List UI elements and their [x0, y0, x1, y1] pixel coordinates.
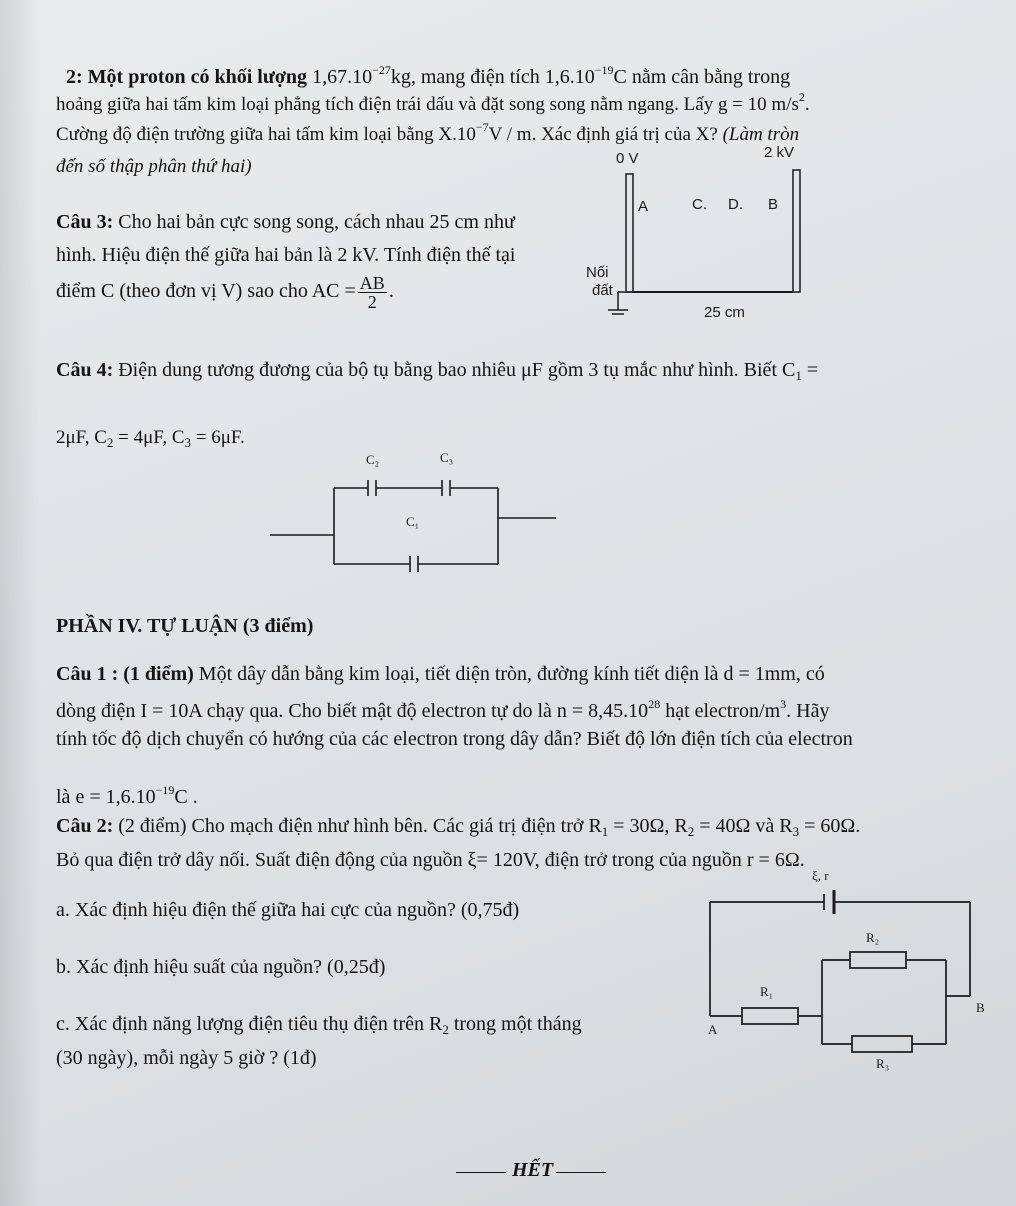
footer-rule-left [456, 1172, 506, 1173]
q2-field-exp: −7 [475, 120, 489, 134]
right-plate [793, 170, 800, 292]
q2-charge-value: 1,6.10 [544, 66, 595, 88]
e1-diameter: d = 1mm [723, 663, 796, 685]
e1-text: chạy qua. Cho biết mật độ electron tự do là [201, 700, 557, 722]
e1-text: , có [795, 663, 825, 685]
e2-part-b: b. Xác định hiệu suất của nguồn? (0,25đ) [56, 956, 386, 978]
e2-r: R [588, 815, 602, 837]
q2-text: 2: Một proton có khối lượng [66, 66, 313, 88]
q2-text: . [804, 94, 810, 115]
ground-label-2: đất [592, 282, 613, 299]
q2-mass-exp: −27 [372, 63, 391, 77]
q4-text: Điện dung tương đương của bộ tụ bằng bao nhiêu μF gồm 3 tụ mắc như hình. Biết [113, 359, 782, 381]
e2-sub: 1 [601, 824, 609, 839]
label-r1: R₁ [760, 984, 774, 999]
label-c2: C₂ [366, 452, 380, 467]
e2-r-values: = 60Ω. [799, 815, 861, 837]
q2-text: C nằm cân bằng trong [613, 66, 791, 88]
label-node-a: A [708, 1022, 718, 1037]
e1-text: C . [174, 786, 198, 808]
q3-line-3 [56, 273, 394, 312]
footer-end: HẾT [512, 1159, 554, 1181]
q2-mass-value: 1,67.10 [312, 66, 373, 88]
e1-label: Câu 1 : [56, 663, 119, 685]
q3-line-2: hình. Hiệu điện thế giữa hai bản là 2 kV. Tính điện thế tại [56, 244, 516, 266]
label-c3: C₃ [440, 450, 454, 465]
q4-sub: 2 [106, 435, 114, 450]
e1-line-1 [56, 662, 825, 686]
e1-unit-exp: 3 [780, 697, 787, 711]
section-title: PHẦN IV. TỰ LUẬN (3 điểm) [56, 615, 314, 637]
q4-c1: C [782, 359, 796, 381]
point-c: C. [692, 196, 707, 213]
e1-text: . Hãy [786, 700, 830, 722]
plate-distance: 25 cm [704, 304, 745, 321]
r3-resistor [852, 1036, 912, 1052]
q3-fraction-num: AB [359, 273, 385, 293]
r2-resistor [850, 952, 906, 968]
label-r3: R₃ [876, 1056, 890, 1071]
e2-text: c. Xác định năng lượng điện tiêu thụ điện trên R [56, 1013, 443, 1035]
q2-text: . Xác định giá trị của X? [531, 124, 723, 145]
e1-line-4 [56, 778, 198, 809]
e2-circuit-figure [700, 866, 1000, 1082]
q4-line-2 [56, 426, 245, 455]
q2-text: hoảng giữa hai tấm kim loại phẳng tích điện trái dấu và đặt song song nằm ngang. Lấy [56, 94, 718, 115]
e2-part-c-line-2: (30 ngày), mỗi ngày 5 giờ ? (1đ) [56, 1047, 317, 1069]
e2-text: Bỏ qua điện trở dây nối. Suất điện động của nguồn [56, 849, 468, 871]
capacitor-circuit [270, 448, 560, 578]
q2-text: kg, mang điện tích [390, 66, 545, 88]
q3-plates-figure [586, 144, 820, 328]
q2-charge-exp: −19 [594, 63, 614, 77]
e1-line-3: tính tốc độ dịch chuyển có hướng của các electron trong dây dẫn? Biết độ lớn điện tích của electron [56, 728, 853, 750]
label-source: ξ, r [812, 868, 829, 883]
e1-text: Một dây dẫn bằng kim loại, tiết diện tròn, đường kính tiết diện là [193, 663, 724, 685]
left-plate [626, 174, 633, 292]
q2-line-3 [56, 115, 799, 147]
q4-text: = [801, 359, 819, 381]
e2-label: Câu 2: [56, 815, 114, 837]
e1-text: dòng điện [56, 700, 141, 722]
q4-capacitor-figure [270, 448, 560, 578]
q3-text: . [388, 280, 394, 303]
q4-values: = 4μF, C [113, 427, 185, 448]
e2-part-c-line-1 [56, 1012, 582, 1042]
label-node-b: B [976, 1000, 985, 1015]
e1-charge: e = 1,6.10 [75, 786, 156, 808]
q2-line-2 [56, 85, 810, 117]
e1-charge-exp: −19 [155, 783, 175, 797]
page-edge-shadow [0, 0, 40, 1206]
point-a: A [638, 198, 649, 215]
q2-rounding-note: (Làm tròn [722, 124, 800, 145]
q4-values: 2μF, C [56, 427, 107, 448]
point-d: D. [728, 196, 743, 213]
q4-label: Câu 4: [56, 359, 114, 381]
e1-points: (1 điểm) [118, 663, 194, 685]
e2-sub: 2 [442, 1022, 449, 1037]
q3-fraction [358, 274, 387, 311]
e2-sub: 2 [687, 824, 695, 839]
q4-sub: 3 [184, 435, 192, 450]
e1-line-1-right [56, 633, 421, 657]
q2-field-unit: V / m [488, 124, 532, 145]
q2-line-4: đến số thập phân thứ hai) [56, 156, 252, 177]
e2-r-values: = 40Ω và R [694, 815, 793, 837]
e2-line-2 [56, 848, 805, 872]
label-two-kv: 2 kV [764, 144, 795, 161]
e2-text: , điện trở trong của nguồn [534, 849, 747, 871]
q2-field-value: X.10 [438, 124, 476, 145]
e1-current: I = 10A [140, 700, 202, 722]
q2-gravity: g = 10 m/s [717, 94, 799, 115]
q3-fraction-den: 2 [367, 292, 377, 312]
e2-text: (2 điểm) Cho mạch điện như hình bên. Các giá trị điện trở [113, 815, 589, 837]
e2-emf: ξ= 120V [467, 849, 535, 871]
q2-text: Cường độ điện trường giữa hai tấm kim loại bằng [56, 124, 439, 145]
q4-values: = 6μF. [191, 427, 245, 448]
e1-text: là [56, 786, 76, 808]
e1-density-exp: 28 [648, 697, 661, 711]
q3-line-1 [56, 210, 515, 234]
label-c1: C₁ [406, 514, 420, 529]
ground-label-1: Nối [586, 264, 609, 281]
e2-r-values: = 30Ω, R [608, 815, 688, 837]
resistor-circuit [700, 866, 1000, 1082]
label-zero-volt: 0 V [616, 150, 639, 167]
q3-label: Câu 3: [56, 211, 114, 233]
plates-diagram [588, 148, 820, 328]
e2-part-a: a. Xác định hiệu điện thế giữa hai cực của nguồn? (0,75đ) [56, 899, 520, 921]
label-r2: R₂ [866, 930, 880, 945]
e2-internal-r: r = 6Ω. [746, 849, 805, 871]
r1-resistor [742, 1008, 798, 1024]
e2-sub: 3 [792, 824, 800, 839]
q3-text: Cho hai bản cực song song, cách nhau 25 cm như [113, 211, 515, 233]
q3-text: điểm C (theo đơn vị V) sao cho [56, 280, 312, 303]
q3-ac: AC = [311, 280, 356, 303]
q2-gravity-exp: 2 [798, 90, 805, 104]
footer-rule-right [556, 1172, 606, 1173]
e1-text: hạt electron/m [660, 700, 781, 722]
e2-text: trong một tháng [448, 1013, 582, 1035]
e1-line-2 [56, 692, 829, 723]
q4-c1-sub: 1 [795, 368, 802, 383]
e1-density: n = 8,45.10 [556, 700, 649, 722]
q4-line-1 [56, 358, 818, 388]
e2-line-1 [56, 814, 860, 844]
point-b: B [768, 196, 779, 213]
